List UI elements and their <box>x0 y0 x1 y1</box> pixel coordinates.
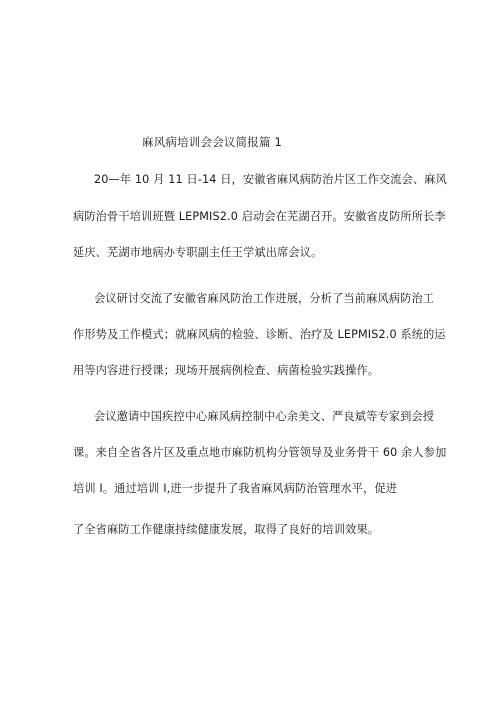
document-title: 麻风病培训会会议简报篇 1 <box>142 135 283 149</box>
paragraph-1-line-2: 病防治骨干培训班暨 LEPMIS2.0 启动会在芜湖召开。安徽省皮防所所长李 <box>73 210 446 223</box>
paragraph-3-line-1: 会议邀请中国疾控中心麻风病控制中心余美文、严良斌等专家到会授 <box>94 410 435 423</box>
paragraph-1-line-1: 20—年 10 月 11 日-14 日，安徽省麻风病防治片区工作交流会、麻风 <box>94 173 447 186</box>
paragraph-3-line-4: 了全省麻防工作健康持续健康发展，取得了良好的培训效果。 <box>73 523 380 536</box>
paragraph-1-line-3: 延庆、芜湖市地病办专职副主任王学斌出席会议。 <box>73 246 323 259</box>
paragraph-2-line-1: 会议研讨交流了安徽省麻风防治工作进展，分析了当前麻风病防治工 <box>94 292 435 305</box>
paragraph-2-line-2: 作形势及工作模式；就麻风病的检验、诊断、治疗及 LEPMIS2.0 系统的运 <box>73 328 446 341</box>
paragraph-3-line-3: 培训 I。通过培训 I,进一步提升了我省麻风病防治管理水平，促进 <box>73 482 398 495</box>
paragraph-3-line-2: 课。来自全省各片区及重点地市麻防机构分管领导及业务骨干 60 余人参加 <box>73 446 447 459</box>
paragraph-2-line-3: 用等内容进行授课；现场开展病例检查、病菌检验实践操作。 <box>73 364 380 377</box>
